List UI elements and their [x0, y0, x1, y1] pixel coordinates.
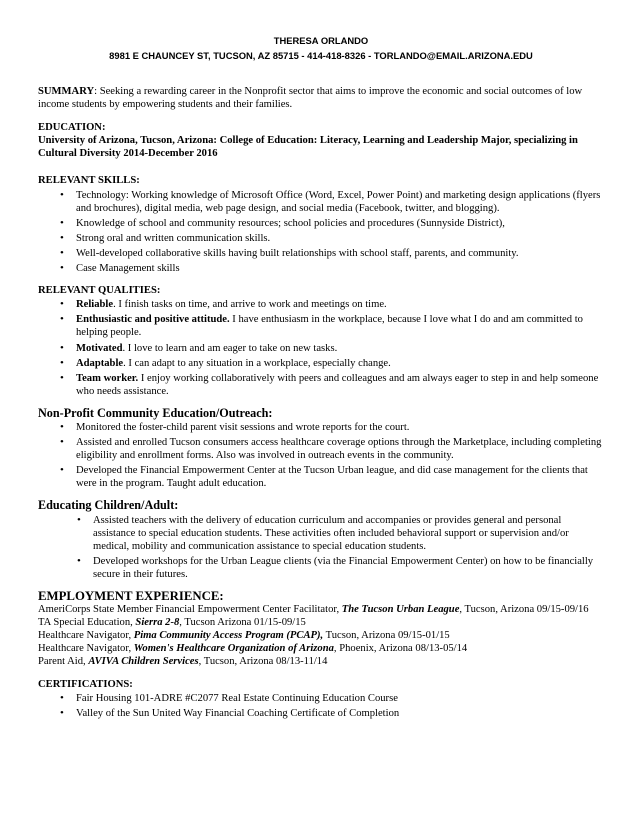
quality-lead: Team worker.	[76, 372, 139, 384]
list-item: • Valley of the Sun United Way Financial Coaching Certificate of Completion	[38, 707, 604, 720]
employer-name: Pima Community Access Program (PCAP),	[133, 630, 324, 642]
educating-list	[38, 514, 604, 581]
employer-name: AVIVA Children Services	[88, 656, 199, 668]
quality-lead: Adaptable	[76, 357, 124, 369]
list-item: • Technology: Working knowledge of Microsoft Office (Word, Excel, Power Point) and marketing design applications (flyers and brochures), digital media, web page design, and social media (Facebook, twitter, and blogging).	[38, 189, 604, 215]
quality-text: I have enthusiasm in the workplace, because I love what I do and am committed to helping people.	[76, 314, 583, 339]
list-item: • Assisted teachers with the delivery of education curriculum and accompanies or provides general and personal assistance to special education students. These activities often included behavioral support or supervision and/or medical, mobility and communication assistance to special education students.	[38, 514, 604, 553]
employment-entry	[38, 603, 604, 616]
job-details: Tucson, Arizona 09/15-01/15	[323, 630, 450, 642]
skills-list	[38, 189, 604, 276]
quality-lead: Motivated	[76, 342, 123, 354]
job-title: AmeriCorps State Member Financial Empowerment Center Facilitator,	[38, 604, 342, 616]
list-item	[38, 342, 604, 355]
job-title: Healthcare Navigator,	[38, 643, 134, 655]
contact-line: 8981 E CHAUNCEY ST, TUCSON, AZ 85715 - 414-418-8326 - TORLANDO@EMAIL.ARIZONA.EDU	[109, 50, 533, 61]
applicant-name: THERESA ORLANDO	[273, 35, 369, 46]
employer-name: Sierra 2-8	[135, 617, 180, 629]
job-details: , Tucson Arizona 01/15-09/15	[179, 617, 306, 629]
nonprofit-list	[38, 421, 604, 490]
certifications-list	[38, 692, 604, 720]
education-section	[38, 121, 604, 160]
nonprofit-label: Non-Profit Community Education/Outreach:	[38, 405, 273, 420]
certifications-label: CERTIFICATIONS:	[38, 678, 133, 690]
skills-section	[38, 174, 604, 275]
employment-entry	[38, 642, 604, 655]
employment-entry	[38, 616, 604, 629]
job-details: , Phoenix, Arizona 08/13-05/14	[333, 643, 468, 655]
list-item: • Case Management skills	[38, 262, 604, 275]
job-title: Parent Aid,	[38, 656, 89, 668]
certifications-section	[38, 678, 604, 720]
qualities-list	[38, 298, 604, 398]
quality-text: . I love to learn and am eager to take on new tasks.	[122, 342, 338, 354]
list-item	[38, 372, 604, 398]
list-item: • Assisted and enrolled Tucson consumers access healthcare coverage options through the Marketplace, including completing eligibility and enrollment forms. Also was involved in outreach events in the community.	[38, 436, 604, 462]
list-item: • Knowledge of school and community resources; school policies and procedures (Sunnyside District),	[38, 217, 604, 230]
quality-text: . I can adapt to any situation in a workplace, especially change.	[123, 357, 391, 369]
summary-label: SUMMARY	[38, 86, 95, 97]
employer-name: Women's Healthcare Organization of Arizona	[133, 643, 334, 655]
employment-section	[38, 590, 604, 669]
list-item: • Well-developed collaborative skills having built relationships with school staff, parents, and community.	[38, 247, 604, 260]
qualities-section	[38, 284, 604, 398]
nonprofit-section	[38, 407, 604, 491]
job-details: , Tucson, Arizona 09/15-09/16	[459, 604, 589, 616]
list-item	[38, 313, 604, 339]
employer-name: The Tucson Urban League	[341, 604, 460, 616]
educating-section	[38, 499, 604, 581]
list-item	[38, 298, 604, 311]
education-label: EDUCATION:	[38, 122, 106, 134]
list-item	[38, 357, 604, 370]
educating-label: Educating Children/Adult:	[38, 498, 179, 513]
summary-text: : Seeking a rewarding career in the Nonprofit sector that aims to improve the economic and social outcomes of low income students by empowering students and their families.	[38, 86, 583, 111]
employment-label: EMPLOYMENT EXPERIENCE:	[38, 589, 224, 603]
quality-text: . I finish tasks on time, and arrive to work and meetings on time.	[113, 299, 387, 311]
resume-header	[38, 34, 604, 63]
resume-page	[38, 34, 604, 722]
list-item: • Strong oral and written communication skills.	[38, 232, 604, 245]
summary-section	[38, 85, 604, 111]
qualities-label: RELEVANT QUALITIES:	[38, 285, 161, 297]
employment-entry	[38, 655, 604, 668]
list-item: • Developed workshops for the Urban League clients (via the Financial Empowerment Center) on how to be financially secure in their futures.	[38, 555, 604, 581]
skills-label: RELEVANT SKILLS:	[38, 175, 140, 187]
employment-entry	[38, 629, 604, 642]
quality-lead: Enthusiastic and positive attitude.	[76, 314, 230, 326]
job-title: TA Special Education,	[38, 617, 136, 629]
list-item: • Developed the Financial Empowerment Center at the Tucson Urban league, and did case management for the clients that were in the program. Taught adult education.	[38, 464, 604, 490]
list-item: • Fair Housing 101-ADRE #C2077 Real Estate Continuing Education Course	[38, 692, 604, 705]
job-details: , Tucson, Arizona 08/13-11/14	[198, 656, 328, 668]
list-item: • Monitored the foster-child parent visit sessions and wrote reports for the court.	[38, 421, 604, 434]
education-text: University of Arizona, Tucson, Arizona: College of Education: Literacy, Learning and Leadership Major, specializing in Cultural Diversity 2014-December 2016	[38, 135, 578, 160]
quality-text: I enjoy working collaboratively with peers and colleagues and am always eager to step in and help someone who needs assistance.	[76, 372, 599, 397]
job-title: Healthcare Navigator,	[38, 630, 134, 642]
quality-lead: Reliable	[76, 299, 114, 311]
